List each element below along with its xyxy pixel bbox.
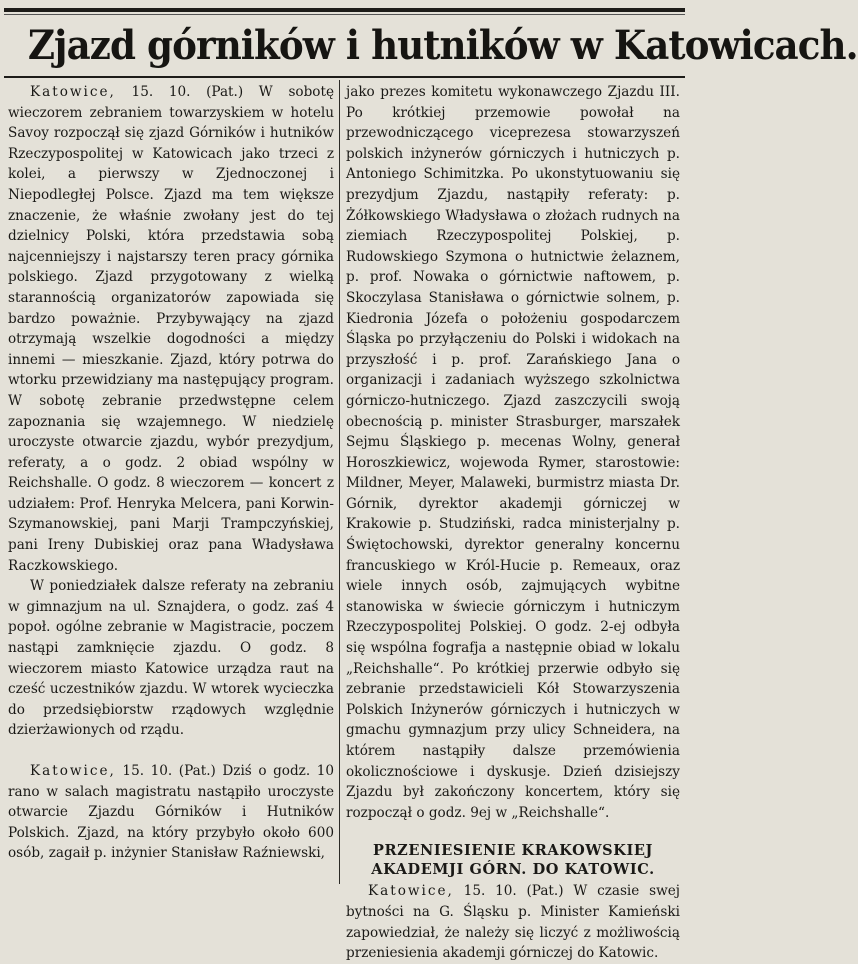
article1-paragraph-2: W poniedziałek dalsze referaty na zebraniu w gimnazjum na ul. Sznajdera, o godz. zaś 4 popoł. ogólne zebranie w Magistracie, poczem nastąpi zamknięcie zjazdu. O godz. 8 wieczorem miasto Katowice urządza raut na cześć uczestników zjazdu. W wtorek wycieczka do przedsiębiorstw rządowych względnie dzierżawionych od rządu. — [8, 578, 334, 739]
main-headline: Zjazd górników i hutników w Katowicach. — [27, 22, 858, 69]
article2-dateline: Katowice, — [30, 763, 116, 779]
right-column — [346, 82, 680, 962]
article1-paragraph-1 — [8, 82, 334, 576]
top-rule — [4, 8, 685, 12]
article1-text-1: 15. 10. (Pat.) W sobotę wieczorem zebraniem towarzyskiem w hotelu Savoy rozpoczął się zjazd Górników i hutników Rzeczypospolitej w Katowicach jako trzeci z kolei, a pierwszy w Zjednoczonej i Niepodległej Polsce. Zjazd ma tem większe znaczenie, że właśnie zwołany jest do tej dzielnicy Polski, która przedstawia sobą najcenniejszy i najstarszy teren pracy górnika polskiego. Zjazd przygotowany z wielką starannością organizatorów zapowiada się bardzo poważnie. Przybywający na zjazd otrzymają wszelkie dogodności a między innemi — mieszkanie. Zjazd, który potrwa do wtorku przewidziany ma następujący program. W sobotę zebranie przedwstępne celem zapoznania się wzajemnego. W niedzielę uroczyste otwarcie zjazdu, wybór prezydjum, referaty, a o godz. 2 obiad wspólny w Reichshalle. O godz. 8 wieczorem — koncert z udziałem: Prof. Henryka Melcera, pani Korwin-Szymanowskiej, pani Marji Trampczyńskiej, pani Ireny Dubiskiej oraz pana Władysława Raczkowskiego. — [8, 84, 334, 574]
article2-paragraph-1 — [8, 761, 334, 864]
article3-headline — [346, 841, 680, 879]
article1-dateline: Katowice, — [30, 84, 116, 100]
article3-text-1: 15. 10. (Pat.) W czasie swej bytności na G. Śląsku p. Minister Kamieński zapowiedział, że należy się liczyć z możliwością przeniesienia akademji górniczej do Katowic. — [346, 883, 680, 962]
article3-dateline: Katowice, — [368, 883, 454, 900]
article3-headline-line2: AKADEMJI GÓRN. DO KATOWIC. — [371, 861, 655, 879]
article3-paragraph-1 — [346, 881, 680, 963]
top-thin-rule — [4, 14, 685, 15]
column-divider — [339, 80, 340, 884]
article3-headline-line1: PRZENIESIENIE KRAKOWSKIEJ — [373, 842, 653, 860]
headline-rule — [4, 76, 685, 78]
left-column — [8, 82, 334, 880]
article2-continuation: jako prezes komitetu wykonawczego Zjazdu III. Po krótkiej przemowie powołał na przewodniczącego viceprezesa stowarzyszeń polskich inżynerów górniczych i hutniczych p. Antoniego Schimitzka. Po ukonstytuowaniu się prezydjum Zjazdu, nastąpiły referaty: p. Żółkowskiego Władysława o złożach rudnych na ziemiach Rzeczypospolitej Polskiej, p. Rudowskiego Szymona o hutnictwie żelaznem, p. prof. Nowaka o górnictwie naftowem, p. Skoczylasa Stanisława o górnictwie solnem, p. Kiedronia Józefa o położeniu gospodarczem Śląska po przyłączeniu do Polski i widokach na przyszłość i p. prof. Zarańskiego Jana o organizacji i zadaniach wyższego szkolnictwa górniczo-hutniczego. Zjazd zaszczycili swoją obecnością p. minister Strasburger, marszałek Sejmu Śląskiego p. mecenas Wolny, generał Horoszkiewicz, wojewoda Rymer, starostowie: Mildner, Meyer, Malaweki, burmistrz miasta Dr. Górnik, dyrektor akademji górniczej w Krakowie p. Studziński, radca ministerjalny p. Świętochowski, dyrektor generalny koncernu francuskiego w Król-Hucie p. Remeaux, oraz wiele innych osób, zajmujących wybitne stanowiska w świecie górniczym i hutniczym Rzeczypospolitej Polskiej. O godz. 2-ej odbyła się wspólna fografja a następnie obiad w lokalu „Reichshalle“. Po krótkiej przerwie odbyło się zebranie przedstawicieli Kół Stowarzyszenia Polskich Inżynerów górniczych i hutniczych w gmachu gymnazjum przy ulicy Schneidera, na którem nastąpiły dalsze przemówienia okolicznościowe i dyskusje. Dzień dzisiejszy Zjazdu był zakończony koncertem, który się rozpoczął o godz. 9ej w „Reichshalle“. — [346, 84, 680, 821]
article2-text-1: 15. 10. (Pat.) Dziś o godz. 10 rano w salach magistratu nastąpiło uroczyste otwarcie Zjazdu Górników i Hutników Polskich. Zjazd, na który przybyło około 600 osób, zagaił p. inżynier Stanisław Raźniewski, — [8, 763, 334, 862]
